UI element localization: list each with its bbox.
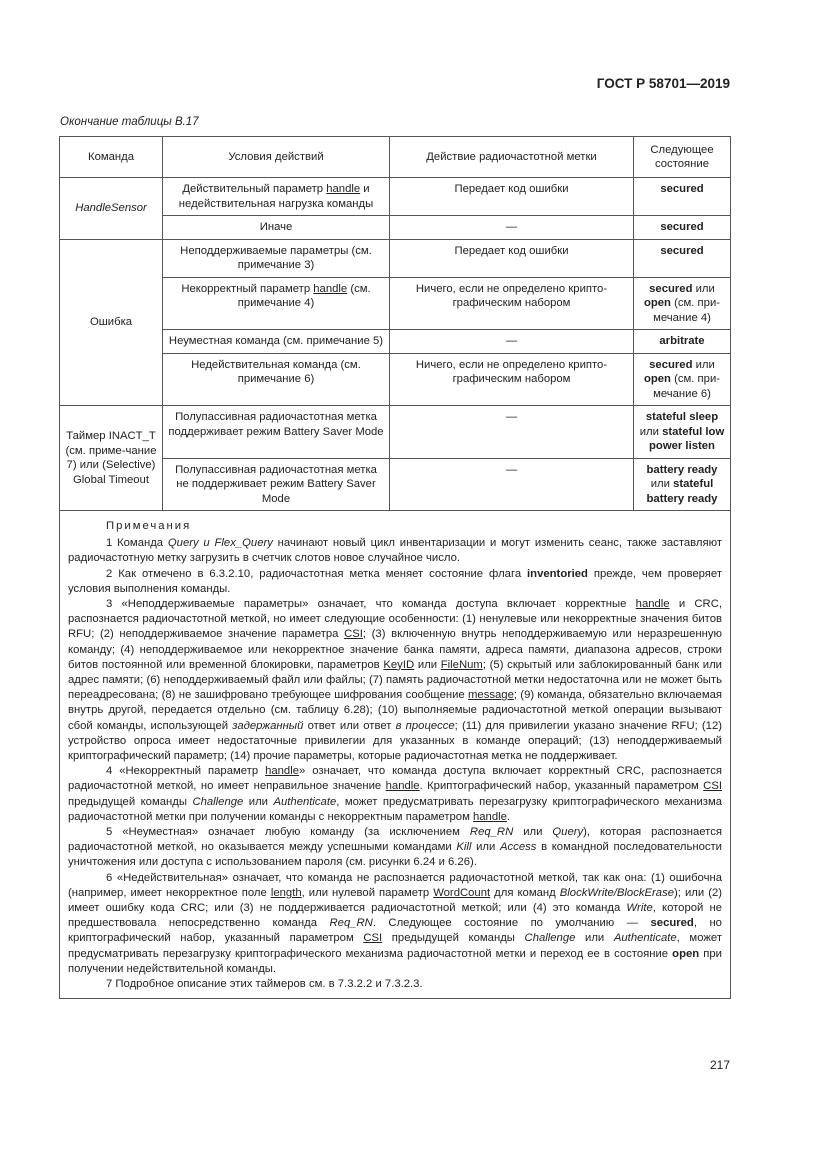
col-header-next-state: Следующее состояние [634,137,731,178]
condition-cell [163,178,390,216]
state-cell [634,277,731,330]
notes-cell [60,511,731,999]
action-cell: — [390,458,634,511]
condition-text: Действительный параметр [182,183,327,195]
table-caption: Окончание таблицы В.17 [60,116,199,128]
table-row [60,239,731,277]
command-cell: Таймер INACT_T (см. приме-чание 7) или (Selective) Global Timeout [60,406,163,511]
note-7: 7 Подробное описание этих таймеров см. в 7.3.2.2 и 7.3.2.3. [106,978,423,991]
col-header-conditions: Условия действий [163,137,390,178]
col-header-action: Действие радиочастотной метки [390,137,634,178]
state-text: или [650,478,674,490]
action-cell: — [390,216,634,240]
state-value: stateful battery ready [646,478,718,505]
action-cell: — [390,330,634,354]
note-1: 1 Команда Query и Flex_Query начинают новый цикл инвентаризации и могут изменить сеанс, также заставляют радиочастотную метку загрузить в счетчик слотов новое случайное число. [68,537,723,565]
state-cell [634,406,731,459]
state-cell [634,239,731,277]
state-value: open [643,373,671,385]
state-text: или [639,425,663,438]
condition-text: Некорректный параметр [181,282,314,295]
notes-row [60,511,731,999]
state-value: open [643,297,671,309]
action-cell: Ничего, если не определено крипто-графическим набором [390,277,634,330]
table-header-row [60,137,731,178]
state-value: secured [660,221,704,233]
notes-title: Примечания [106,520,192,532]
condition-cell: Неуместная команда (см. примечание 5) [163,330,390,354]
note-6: 6 «Недействительная» означает, что команда не распознается радиочастотной меткой, так как она: (1) ошибочна (например, имеет некорректное поле length, или нулевой параметр WordCount для команд BlockWrite/BlockErase); или (2) имеет ошибку кода CRC; или (3) не поддерживается радиочастотной меткой; или (4) это команда Write, которой не предшествовала непосредственно команда Req_RN. Следующее состояние по умолчанию — secured, но криптографический набор, указанный параметром CSI предыдущей команды Challenge или Authenticate, может предусматривать перезагрузку криптографического механизма радиочастотной метки и переход ее в состояние open при получении недействительной команды. [68,871,723,975]
param-handle: handle [313,282,348,295]
note-4: 4 «Некорректный параметр handle» означает, что команда доступа включает корректный CRC, распознается радиочастотной меткой, но имеет неправильное значение handle. Криптографический набор, указанный параметром CSI предыдущей команды Challenge или Authenticate, может предусматривать перезагрузку криптографического механизма радиочастотной метки при получении команды с некорректным параметром handle. [68,765,722,823]
state-value: stateful low power listen [649,425,725,452]
param-handle: handle [326,183,361,195]
condition-cell: Иначе [163,216,390,240]
state-value: secured [660,183,704,195]
col-header-command: Команда [60,137,163,178]
note-5: 5 «Неуместная» означает любую команду (за исключением Req_RN или Query), которая распознается радиочастотной меткой, но оказывается между успешными командами Kill или Access в командной последовательности уничтожения или доступа с использованием пароля (см. рисунки 6.24 и 6.26). [68,826,722,869]
page-number: 217 [709,1058,730,1072]
command-cell: Ошибка [60,239,163,406]
state-text: или [692,358,715,371]
state-value: arbitrate [659,335,705,347]
state-value: battery ready [646,463,718,476]
action-cell: Передает код ошибки [390,178,634,216]
condition-cell: Неподдерживаемые параметры (см. примечание 3) [163,239,390,277]
condition-text: и недействительная нагрузка команды [178,183,374,210]
command-cell [60,178,163,240]
state-value: secured [660,244,704,257]
state-text: (см. при-мечание 4) [653,297,721,324]
condition-cell [163,277,390,330]
condition-cell: Полупассивная радиочастотная метка поддерживает режим Battery Saver Mode [163,406,390,459]
state-value: stateful sleep [645,411,719,423]
action-cell: Передает код ошибки [390,239,634,277]
state-cell [634,330,731,354]
state-cell [634,216,731,240]
note-3: 3 «Неподдерживаемые параметры» означает, что команда доступа включает корректные handle и CRC, распознается радиочастотной меткой, но имеет следующие особенности: (1) ненулевые или некорректные значения битов RFU; (2) неподдерживаемое значение параметра CSI; (3) включенную внутрь неподдерживаемую или неразрешенную команду; (4) неподдерживаемое или некорректное значение банка памяти, адреса памяти, диапазона адресов, строки битов постоянной или временной блокировки, параметров KeyID или FileNum; (5) скрытый или заблокированный банк или адрес памяти; (6) неподдерживаемый файл или файлы; (7) память радиочастотной метки недостаточна или не может быть переадресована; (8) не зашифровано требующее шифрования сообщение message; (9) команда, обязательно включаемая внутрь другой, передается отдельно (см. таблицу 6.28); (10) выполняемые радиочастотной меткой операции вызывают сбой команды, использующей задержанный ответ или ответ в процессе; (11) для привилегии указано значение RFU; (12) устройство опроса имеет недостаточные привилегии для указанных в команде операций; (13) неподдерживаемый криптографический параметр; (14) прочие параметры, которые радиочастотная метка не поддерживает. [68,598,723,763]
state-cell [634,458,731,511]
table-row [60,178,731,216]
condition-cell: Недействительная команда (см. примечание 6) [163,353,390,406]
commands-table [59,136,731,999]
action-cell: Ничего, если не определено крипто-графическим набором [390,353,634,406]
condition-text: (см. примечание 4) [237,282,371,309]
command-name: HandleSensor [75,202,147,214]
condition-cell: Полупассивная радиочастотная метка не поддерживает режим Battery Saver Mode [163,458,390,511]
state-value: secured [649,282,693,295]
state-cell [634,353,731,406]
state-cell [634,178,731,216]
standard-header: ГОСТ Р 58701—2019 [596,76,730,91]
action-cell: — [390,406,634,459]
table-row [60,406,731,459]
state-text: (см. при-мечание 6) [653,373,721,400]
note-2: 2 Как отмечено в 6.3.2.10, радиочастотная метка меняет состояние флага inventoried прежде, чем проверяет условия выполнения команды. [68,567,722,595]
state-value: secured [649,358,693,371]
state-text: или [692,282,715,295]
